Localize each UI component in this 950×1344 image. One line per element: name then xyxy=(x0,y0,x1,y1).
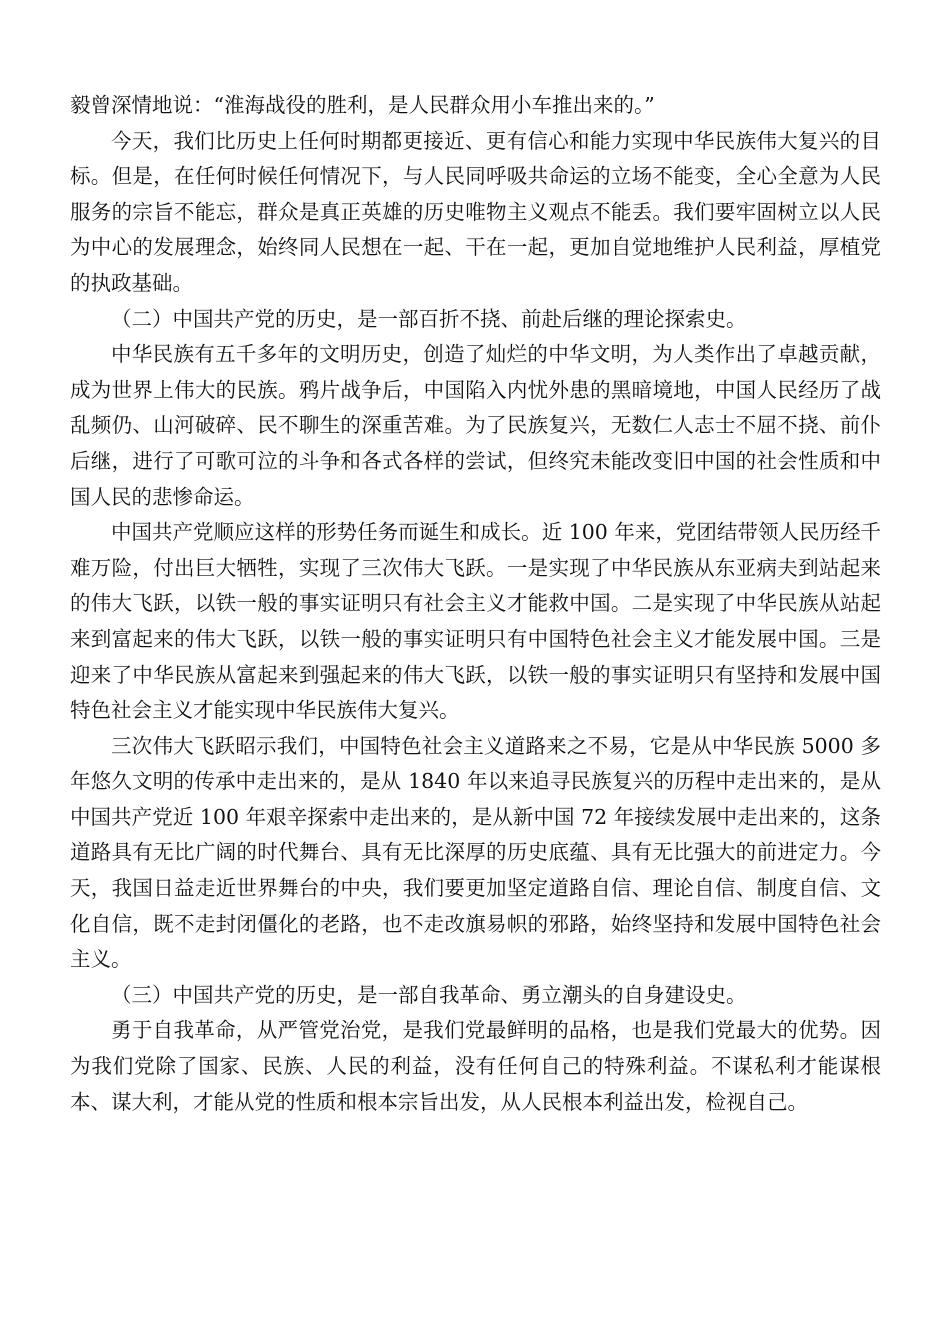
paragraph-three-leaps: 中国共产党顺应这样的形势任务而诞生和成长。近 100 年来，党团结带领人民历经千难万险，付出巨大牺牲，实现了三次伟大飞跃。一是实现了中华民族从东亚病夫到站起来的伟大飞跃，以铁一般的事实证明只有社会主义才能救中国。二是实现了中华民族从站起来到富起来的伟大飞跃，以铁一般的事实证明只有中国特色社会主义才能发展中国。三是迎来了中华民族从富起来到强起来的伟大飞跃，以铁一般的事实证明只有坚持和发展中国特色社会主义才能实现中华民族伟大复兴。 xyxy=(70,520,881,723)
document-page xyxy=(70,88,881,1120)
paragraph-civilization: 中华民族有五千多年的文明历史，创造了灿烂的中华文明，为人类作出了卓越贡献，成为世界上伟大的民族。鸦片战争后，中国陷入内忧外患的黑暗境地，中国人民经历了战乱频仍、山河破碎、民不聊生的深重苦难。为了民族复兴，无数仁人志士不屈不挠、前仆后继，进行了可歌可泣的斗争和各式各样的尝试，但终究未能改变旧中国的社会性质和中国人民的悲惨命运。 xyxy=(70,342,881,509)
paragraph-socialist-road: 三次伟大飞跃昭示我们，中国特色社会主义道路来之不易，它是从中华民族 5000 多年悠久文明的传承中走出来的，是从 1840 年以来追寻民族复兴的历程中走出来的，是从中国共产党近 100 年艰辛探索中走出来的，是从新中国 72 年接续发展中走出来的，这条道路具有无比广阔的时代舞台、具有无比深厚的历史底蕴、具有无比强大的前进定力。今天，我国日益走近世界舞台的中央，我们要更加坚定道路自信、理论自信、制度自信、文化自信，既不走封闭僵化的老路，也不走改旗易帜的邪路，始终坚持和发展中国特色社会主义。 xyxy=(70,733,881,972)
section-heading-3: （三）中国共产党的历史，是一部自我革命、勇立潮头的自身建设史。 xyxy=(111,982,747,1007)
section-heading-2: （二）中国共产党的历史，是一部百折不挠、前赴后继的理论探索史。 xyxy=(111,306,747,331)
paragraph-self-revolution: 勇于自我革命，从严管党治党，是我们党最鲜明的品格，也是我们党最大的优势。因为我们党除了国家、民族、人民的利益，没有任何自己的特殊利益。不谋私利才能谋根本、谋大利，才能从党的性质和根本宗旨出发，从人民根本利益出发，检视自己。 xyxy=(70,1018,881,1114)
paragraph-people-centered: 今天，我们比历史上任何时期都更接近、更有信心和能力实现中华民族伟大复兴的目标。但是，在任何时候任何情况下，与人民同呼吸共命运的立场不能变，全心全意为人民服务的宗旨不能忘，群众是真正英雄的历史唯物主义观点不能丢。我们要牢固树立以人民为中心的发展理念，始终同人民想在一起、干在一起，更加自觉地维护人民利益，厚植党的执政基础。 xyxy=(70,128,881,295)
paragraph-continuation: 毅曾深情地说：“淮海战役的胜利，是人民群众用小车推出来的。” xyxy=(70,93,655,117)
